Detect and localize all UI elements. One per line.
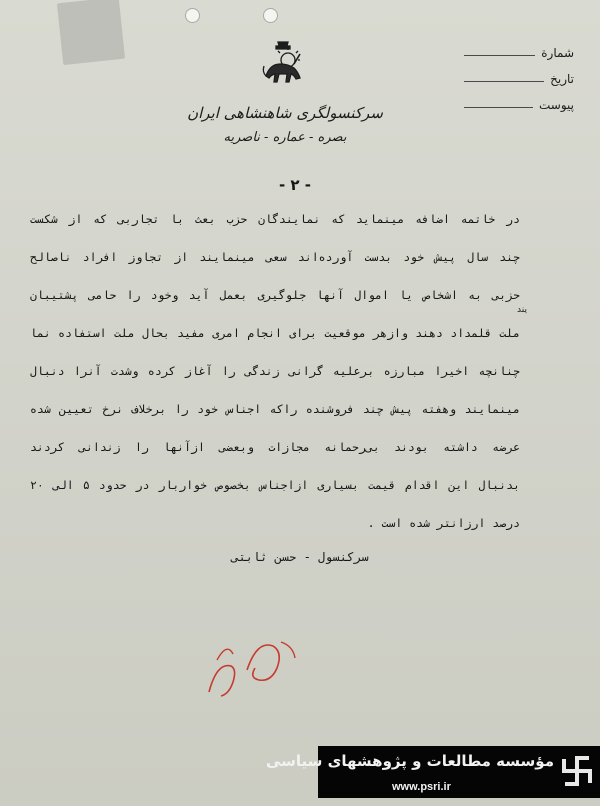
punch-hole	[185, 8, 200, 23]
meta-blank-line	[464, 81, 544, 82]
meta-row-attachment	[464, 86, 574, 112]
meta-label: تاریخ	[550, 72, 574, 86]
body-line: مینمایند وهفته پیش چند فروشنده راکه اجناس خود را برخلاف نرخ تعیین شده	[30, 402, 520, 416]
red-handwritten-annotation	[195, 630, 315, 705]
meta-blank-line	[464, 55, 535, 56]
institute-name: مؤسسه مطالعات و پژوهشهای سیاسی	[265, 752, 554, 770]
body-line: چنانچه اخیرا مبارزه برعلیه گرانی زندگی را آغاز کرده وشدت آنرا دنبال	[30, 364, 520, 378]
body-line: ملت قلمداد دهند وازهر موقعیت برای انجام امری مفید بحال ملت استفاده نما	[30, 326, 520, 340]
letterhead-title: سرکنسولگری شاهنشاهی ایران	[187, 104, 383, 122]
body-line: بدنبال این اقدام قیمت بسیاری ازاجناس بخصوص خواربار در حدود ۵ الی ۲۰	[30, 478, 520, 492]
page-number: - ۲ -	[278, 176, 312, 194]
lion-and-sun-emblem-icon	[260, 38, 306, 90]
body-line: در خاتمه اضافه مینماید که نمایندگان حزب بعث با تجاربی که از شکست	[30, 212, 520, 226]
body-line: درصد ارزانتر شده است .	[367, 516, 520, 530]
signature-line: سرکنسول - حسن ثابتی	[231, 550, 369, 564]
meta-label: پیوست	[539, 98, 574, 112]
meta-fields	[464, 34, 574, 112]
archive-footer-banner	[265, 746, 600, 798]
body-line: حزبی به اشخاص یا اموال آنها جلوگیری بعمل آید وخود را حامی پشتیبان	[30, 288, 520, 302]
meta-label: شمارة	[541, 46, 574, 60]
letterhead-location: بصره - عماره - ناصریه	[223, 130, 347, 145]
meta-row-date	[464, 60, 574, 86]
tape-strip	[57, 0, 125, 65]
letter-body	[30, 200, 520, 542]
marginal-note: یند	[517, 305, 527, 315]
punch-hole	[263, 8, 278, 23]
body-line: چند سال پیش خود بدست آورده‌اند سعی مینمایند از تجاوز افراد ناصالح	[30, 250, 520, 264]
psri-swastika-logo-icon	[560, 754, 594, 788]
meta-blank-line	[464, 107, 533, 108]
institute-url: www.psri.ir	[392, 781, 451, 793]
body-line: عرضه داشته بودند بی‌رحمانه مجازات وبعضی ازآنها را زندانی کردند	[30, 440, 520, 454]
meta-row-number	[464, 34, 574, 60]
